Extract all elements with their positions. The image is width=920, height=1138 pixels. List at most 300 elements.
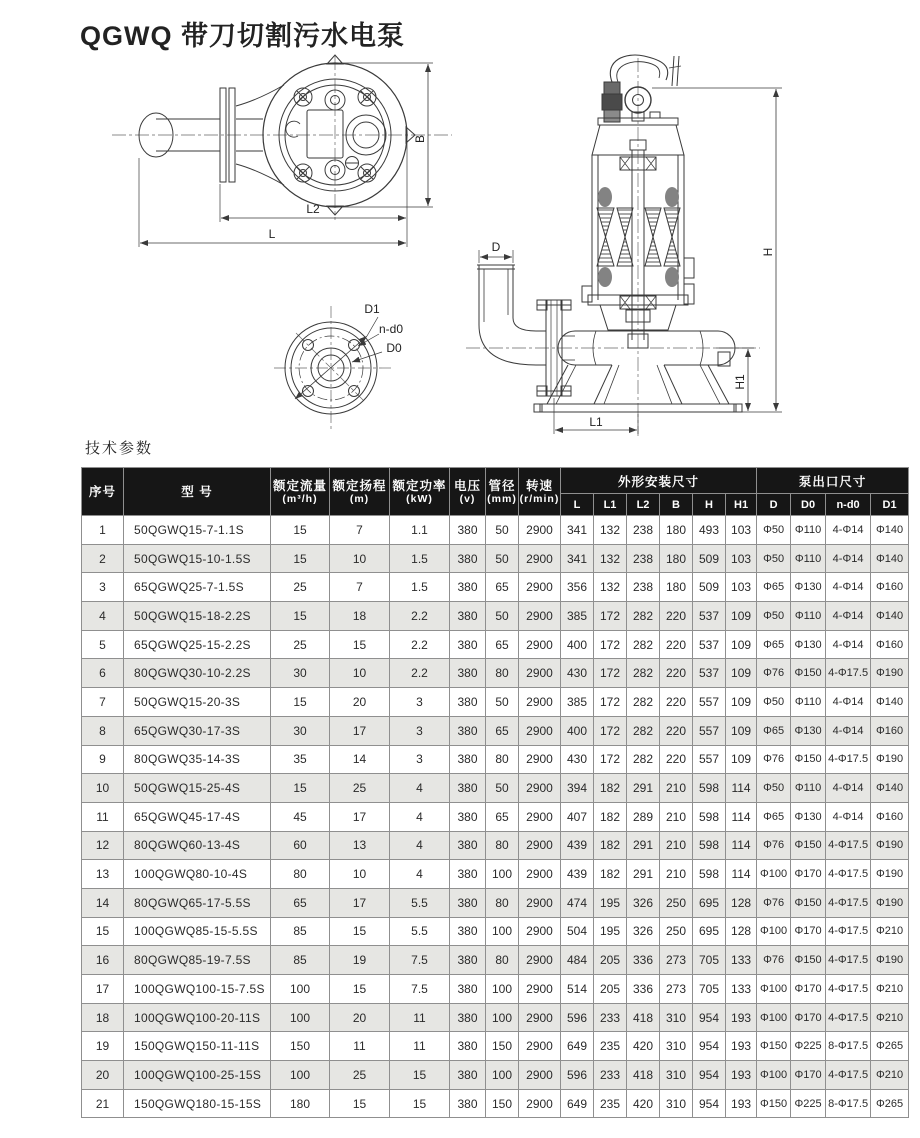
value-cell: 15 [330, 1089, 390, 1118]
value-cell: 25 [271, 573, 330, 602]
value-cell: 182 [594, 860, 627, 889]
value-cell: 4-Φ14 [826, 573, 871, 602]
value-cell: 336 [627, 946, 660, 975]
value-cell: 220 [660, 688, 693, 717]
value-cell: 385 [561, 688, 594, 717]
value-cell: 289 [627, 802, 660, 831]
value-cell: Φ210 [871, 1003, 909, 1032]
value-cell: 4-Φ14 [826, 516, 871, 545]
value-cell: 133 [726, 946, 757, 975]
model-cell: 65QGWQ30-17-3S [124, 716, 271, 745]
value-cell: 4-Φ17.5 [826, 917, 871, 946]
value-cell: 400 [561, 716, 594, 745]
model-cell: 65QGWQ45-17-4S [124, 802, 271, 831]
value-cell: 100 [486, 860, 519, 889]
value-cell: 7 [330, 573, 390, 602]
row-index-cell: 5 [82, 630, 124, 659]
dim-label-B: B [413, 134, 427, 144]
value-cell: Φ50 [757, 544, 791, 573]
value-cell: 2900 [519, 1061, 561, 1090]
value-cell: 954 [693, 1089, 726, 1118]
value-cell: 35 [271, 745, 330, 774]
model-cell: 100QGWQ100-20-11S [124, 1003, 271, 1032]
col-header-speed: 转速 (r/min) [519, 468, 561, 516]
technical-drawings [0, 0, 920, 460]
value-cell: 326 [627, 917, 660, 946]
value-cell: 649 [561, 1032, 594, 1061]
row-index-cell: 3 [82, 573, 124, 602]
value-cell: 4-Φ17.5 [826, 745, 871, 774]
value-cell: Φ110 [791, 688, 826, 717]
value-cell: Φ140 [871, 774, 909, 803]
table-row [82, 1003, 909, 1032]
dim-label-L1: L1 [589, 415, 603, 429]
value-cell: 380 [450, 544, 486, 573]
value-cell: Φ50 [757, 516, 791, 545]
table-row [82, 888, 909, 917]
value-cell: 109 [726, 659, 757, 688]
value-cell: 380 [450, 745, 486, 774]
dim-label-L: L [268, 227, 276, 241]
value-cell: 15 [271, 688, 330, 717]
value-cell: Φ150 [791, 831, 826, 860]
value-cell: 109 [726, 602, 757, 631]
row-index-cell: 4 [82, 602, 124, 631]
value-cell: 193 [726, 1061, 757, 1090]
value-cell: 11 [390, 1003, 450, 1032]
value-cell: Φ110 [791, 774, 826, 803]
value-cell: 235 [594, 1089, 627, 1118]
value-cell: Φ150 [791, 946, 826, 975]
value-cell: Φ190 [871, 888, 909, 917]
section-label: 技术参数 [85, 440, 154, 457]
value-cell: 172 [594, 716, 627, 745]
value-cell: 310 [660, 1032, 693, 1061]
value-cell: Φ100 [757, 1061, 791, 1090]
value-cell: 210 [660, 831, 693, 860]
table-row [82, 802, 909, 831]
value-cell: 128 [726, 888, 757, 917]
table-row [82, 516, 909, 545]
value-cell: 2900 [519, 1032, 561, 1061]
page-title: QGWQ 带刀切割污水电泵 [80, 21, 405, 51]
value-cell: 100 [271, 1003, 330, 1032]
value-cell: Φ150 [791, 659, 826, 688]
model-cell: 80QGWQ30-10-2.2S [124, 659, 271, 688]
value-cell: 380 [450, 1003, 486, 1032]
col-header-power: 额定功率 (kW) [390, 468, 450, 516]
value-cell: 537 [693, 602, 726, 631]
value-cell: 50 [486, 688, 519, 717]
value-cell: 282 [627, 688, 660, 717]
table-row [82, 716, 909, 745]
value-cell: 180 [660, 573, 693, 602]
value-cell: 210 [660, 802, 693, 831]
row-index-cell: 12 [82, 831, 124, 860]
value-cell: 100 [271, 975, 330, 1004]
value-cell: 65 [486, 716, 519, 745]
value-cell: 2.2 [390, 659, 450, 688]
value-cell: 474 [561, 888, 594, 917]
value-cell: 2900 [519, 860, 561, 889]
model-cell: 50QGWQ15-7-1.1S [124, 516, 271, 545]
value-cell: 220 [660, 602, 693, 631]
value-cell: 407 [561, 802, 594, 831]
sub-header-L: L [561, 494, 594, 516]
value-cell: Φ160 [871, 573, 909, 602]
table-row [82, 1089, 909, 1118]
value-cell: 504 [561, 917, 594, 946]
value-cell: 2900 [519, 745, 561, 774]
value-cell: 3 [390, 716, 450, 745]
value-cell: 205 [594, 975, 627, 1004]
value-cell: 15 [330, 975, 390, 1004]
value-cell: 1.5 [390, 573, 450, 602]
value-cell: 15 [390, 1061, 450, 1090]
table-row [82, 602, 909, 631]
value-cell: 80 [486, 888, 519, 917]
value-cell: 109 [726, 745, 757, 774]
value-cell: 291 [627, 860, 660, 889]
value-cell: Φ65 [757, 630, 791, 659]
table-row [82, 688, 909, 717]
value-cell: 598 [693, 831, 726, 860]
value-cell: 182 [594, 774, 627, 803]
value-cell: 17 [330, 802, 390, 831]
table-row [82, 630, 909, 659]
value-cell: 80 [486, 659, 519, 688]
value-cell: 380 [450, 630, 486, 659]
table-row [82, 774, 909, 803]
sub-header-L2: L2 [627, 494, 660, 516]
value-cell: 100 [486, 975, 519, 1004]
row-index-cell: 9 [82, 745, 124, 774]
row-index-cell: 21 [82, 1089, 124, 1118]
value-cell: 1.5 [390, 544, 450, 573]
model-cell: 50QGWQ15-10-1.5S [124, 544, 271, 573]
value-cell: 10 [330, 659, 390, 688]
value-cell: 954 [693, 1032, 726, 1061]
value-cell: 7 [330, 516, 390, 545]
stator-winding [597, 208, 680, 266]
value-cell: 380 [450, 888, 486, 917]
value-cell: 273 [660, 975, 693, 1004]
value-cell: 11 [390, 1032, 450, 1061]
value-cell: 30 [271, 716, 330, 745]
value-cell: 356 [561, 573, 594, 602]
value-cell: 649 [561, 1089, 594, 1118]
model-cell: 100QGWQ80-10-4S [124, 860, 271, 889]
value-cell: 210 [660, 860, 693, 889]
value-cell: 14 [330, 745, 390, 774]
value-cell: Φ140 [871, 688, 909, 717]
value-cell: 2900 [519, 602, 561, 631]
value-cell: 7.5 [390, 946, 450, 975]
value-cell: 80 [486, 745, 519, 774]
value-cell: 400 [561, 630, 594, 659]
value-cell: 17 [330, 716, 390, 745]
value-cell: 15 [330, 630, 390, 659]
value-cell: 80 [486, 946, 519, 975]
value-cell: 114 [726, 831, 757, 860]
value-cell: 11 [330, 1032, 390, 1061]
value-cell: 60 [271, 831, 330, 860]
value-cell: 514 [561, 975, 594, 1004]
value-cell: 282 [627, 716, 660, 745]
value-cell: 380 [450, 716, 486, 745]
value-cell: 380 [450, 659, 486, 688]
value-cell: 2900 [519, 946, 561, 975]
value-cell: 380 [450, 831, 486, 860]
value-cell: 380 [450, 860, 486, 889]
sub-header-B: B [660, 494, 693, 516]
value-cell: Φ170 [791, 1061, 826, 1090]
value-cell: 310 [660, 1061, 693, 1090]
value-cell: 380 [450, 688, 486, 717]
value-cell: Φ100 [757, 975, 791, 1004]
value-cell: 114 [726, 802, 757, 831]
value-cell: 7.5 [390, 975, 450, 1004]
sub-header-L1: L1 [594, 494, 627, 516]
value-cell: 537 [693, 630, 726, 659]
value-cell: Φ150 [757, 1089, 791, 1118]
spec-table-header [82, 468, 909, 516]
model-cell: 65QGWQ25-7-1.5S [124, 573, 271, 602]
model-cell: 100QGWQ100-25-15S [124, 1061, 271, 1090]
value-cell: 2900 [519, 1089, 561, 1118]
value-cell: 180 [660, 516, 693, 545]
value-cell: 420 [627, 1089, 660, 1118]
value-cell: 509 [693, 573, 726, 602]
row-index-cell: 15 [82, 917, 124, 946]
value-cell: 132 [594, 544, 627, 573]
value-cell: 598 [693, 860, 726, 889]
value-cell: 193 [726, 1003, 757, 1032]
value-cell: Φ160 [871, 716, 909, 745]
value-cell: 385 [561, 602, 594, 631]
value-cell: 2900 [519, 917, 561, 946]
value-cell: 238 [627, 516, 660, 545]
value-cell: 291 [627, 831, 660, 860]
row-index-cell: 13 [82, 860, 124, 889]
value-cell: 1.1 [390, 516, 450, 545]
value-cell: 114 [726, 860, 757, 889]
pump-top-view-drawing [112, 55, 452, 247]
value-cell: 537 [693, 659, 726, 688]
group-header-install-dims: 外形安装尺寸 [561, 468, 757, 494]
value-cell: 4-Φ14 [826, 774, 871, 803]
value-cell: 220 [660, 745, 693, 774]
value-cell: 4-Φ17.5 [826, 831, 871, 860]
value-cell: 954 [693, 1003, 726, 1032]
value-cell: 2900 [519, 774, 561, 803]
value-cell: 484 [561, 946, 594, 975]
value-cell: 954 [693, 1061, 726, 1090]
pump-section-view-drawing [466, 55, 782, 436]
value-cell: 238 [627, 544, 660, 573]
value-cell: 2900 [519, 802, 561, 831]
value-cell: 2900 [519, 716, 561, 745]
value-cell: 3 [390, 688, 450, 717]
value-cell: 103 [726, 573, 757, 602]
value-cell: 103 [726, 516, 757, 545]
value-cell: 380 [450, 946, 486, 975]
sub-header-n-d0: n-d0 [826, 494, 871, 516]
value-cell: 172 [594, 602, 627, 631]
value-cell: 109 [726, 716, 757, 745]
value-cell: 695 [693, 917, 726, 946]
value-cell: Φ190 [871, 946, 909, 975]
value-cell: 109 [726, 630, 757, 659]
value-cell: 193 [726, 1089, 757, 1118]
value-cell: 45 [271, 802, 330, 831]
value-cell: 2900 [519, 516, 561, 545]
value-cell: 220 [660, 716, 693, 745]
value-cell: Φ140 [871, 544, 909, 573]
value-cell: Φ160 [871, 630, 909, 659]
row-index-cell: 19 [82, 1032, 124, 1061]
value-cell: 238 [627, 573, 660, 602]
value-cell: 380 [450, 1089, 486, 1118]
value-cell: 235 [594, 1032, 627, 1061]
model-cell: 50QGWQ15-18-2.2S [124, 602, 271, 631]
col-header-index: 序号 [82, 468, 124, 516]
value-cell: Φ50 [757, 688, 791, 717]
value-cell: 18 [330, 602, 390, 631]
value-cell: 100 [486, 1003, 519, 1032]
value-cell: 341 [561, 544, 594, 573]
value-cell: 493 [693, 516, 726, 545]
value-cell: Φ150 [757, 1032, 791, 1061]
value-cell: Φ190 [871, 831, 909, 860]
value-cell: 4-Φ14 [826, 630, 871, 659]
value-cell: Φ170 [791, 975, 826, 1004]
row-index-cell: 17 [82, 975, 124, 1004]
dim-label-H: H [761, 247, 775, 257]
row-index-cell: 18 [82, 1003, 124, 1032]
value-cell: 282 [627, 659, 660, 688]
value-cell: 8-Φ17.5 [826, 1032, 871, 1061]
value-cell: Φ110 [791, 544, 826, 573]
value-cell: 557 [693, 716, 726, 745]
value-cell: 4-Φ17.5 [826, 946, 871, 975]
value-cell: Φ190 [871, 745, 909, 774]
value-cell: 2900 [519, 888, 561, 917]
value-cell: 205 [594, 946, 627, 975]
pump-flange-view-drawing [274, 302, 403, 430]
value-cell: 172 [594, 659, 627, 688]
value-cell: 172 [594, 630, 627, 659]
value-cell: 2.2 [390, 602, 450, 631]
model-cell: 150QGWQ150-11-11S [124, 1032, 271, 1061]
value-cell: 3 [390, 745, 450, 774]
table-row [82, 745, 909, 774]
value-cell: 439 [561, 831, 594, 860]
model-cell: 80QGWQ85-19-7.5S [124, 946, 271, 975]
value-cell: 4-Φ17.5 [826, 860, 871, 889]
value-cell: 250 [660, 888, 693, 917]
value-cell: 291 [627, 774, 660, 803]
dim-label-n-d0: n-d0 [378, 322, 404, 336]
value-cell: 220 [660, 659, 693, 688]
value-cell: 418 [627, 1061, 660, 1090]
value-cell: 4-Φ14 [826, 802, 871, 831]
value-cell: 250 [660, 917, 693, 946]
value-cell: 4 [390, 860, 450, 889]
value-cell: 80 [486, 831, 519, 860]
value-cell: 25 [330, 774, 390, 803]
model-cell: 150QGWQ180-15-15S [124, 1089, 271, 1118]
col-header-model: 型 号 [124, 468, 271, 516]
value-cell: Φ210 [871, 1061, 909, 1090]
value-cell: 195 [594, 917, 627, 946]
table-row [82, 975, 909, 1004]
value-cell: 50 [486, 602, 519, 631]
value-cell: 180 [271, 1089, 330, 1118]
value-cell: 598 [693, 802, 726, 831]
value-cell: 150 [271, 1032, 330, 1061]
spec-table [81, 467, 909, 1118]
value-cell: 80 [271, 860, 330, 889]
model-cell: 80QGWQ35-14-3S [124, 745, 271, 774]
row-index-cell: 11 [82, 802, 124, 831]
value-cell: 4-Φ17.5 [826, 975, 871, 1004]
value-cell: 380 [450, 917, 486, 946]
spec-table-body [82, 516, 909, 1118]
model-cell: 80QGWQ65-17-5.5S [124, 888, 271, 917]
value-cell: 100 [486, 1061, 519, 1090]
value-cell: 273 [660, 946, 693, 975]
table-row [82, 831, 909, 860]
row-index-cell: 8 [82, 716, 124, 745]
value-cell: 220 [660, 630, 693, 659]
value-cell: 2900 [519, 1003, 561, 1032]
value-cell: 20 [330, 688, 390, 717]
dim-label-H1: H1 [733, 374, 747, 390]
value-cell: Φ190 [871, 860, 909, 889]
value-cell: Φ110 [791, 516, 826, 545]
value-cell: Φ130 [791, 630, 826, 659]
value-cell: 30 [271, 659, 330, 688]
sub-header-D1: D1 [871, 494, 909, 516]
value-cell: 380 [450, 516, 486, 545]
value-cell: Φ170 [791, 917, 826, 946]
model-cell: 50QGWQ15-20-3S [124, 688, 271, 717]
value-cell: 380 [450, 975, 486, 1004]
dim-label-D1: D1 [364, 302, 380, 316]
value-cell: 210 [660, 774, 693, 803]
value-cell: 65 [486, 573, 519, 602]
value-cell: 705 [693, 975, 726, 1004]
value-cell: Φ170 [791, 1003, 826, 1032]
value-cell: 15 [271, 602, 330, 631]
value-cell: 4-Φ14 [826, 688, 871, 717]
value-cell: 4-Φ17.5 [826, 659, 871, 688]
value-cell: 380 [450, 1061, 486, 1090]
table-row [82, 1032, 909, 1061]
value-cell: 282 [627, 630, 660, 659]
value-cell: Φ130 [791, 716, 826, 745]
value-cell: Φ76 [757, 888, 791, 917]
value-cell: 430 [561, 745, 594, 774]
value-cell: 439 [561, 860, 594, 889]
value-cell: 557 [693, 688, 726, 717]
value-cell: 15 [390, 1089, 450, 1118]
value-cell: Φ100 [757, 917, 791, 946]
value-cell: 15 [271, 544, 330, 573]
value-cell: 19 [330, 946, 390, 975]
model-cell: 80QGWQ60-13-4S [124, 831, 271, 860]
